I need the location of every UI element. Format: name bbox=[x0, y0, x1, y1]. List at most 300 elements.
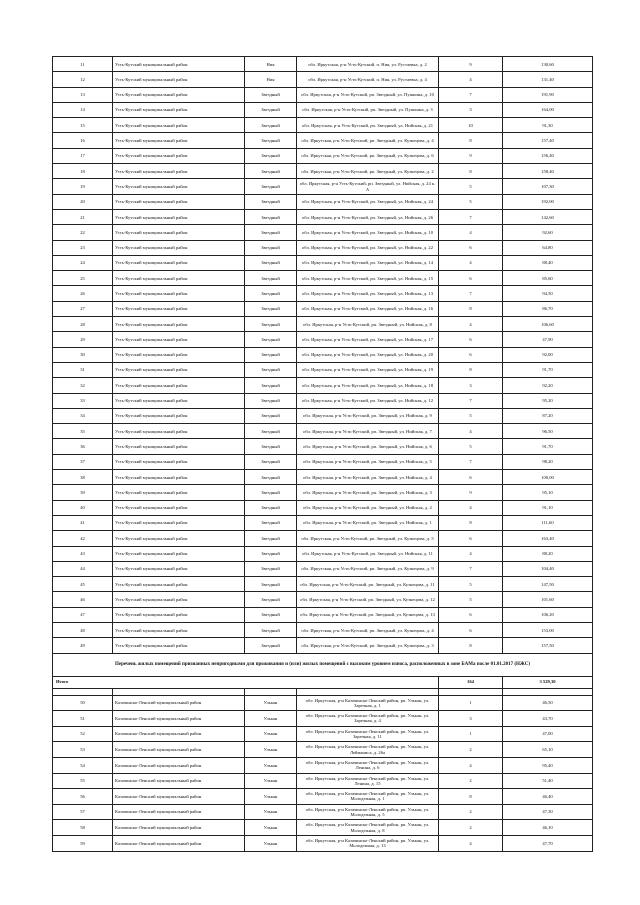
municipality-cell: Усть-Кутский муниципальный район bbox=[113, 255, 245, 270]
municipality-cell: Усть-Кутский муниципальный район bbox=[113, 424, 245, 439]
row-number: 24 bbox=[53, 255, 113, 270]
table-row bbox=[53, 726, 593, 742]
residents-cell: 4 bbox=[439, 835, 503, 851]
area-cell: 111,60 bbox=[503, 515, 593, 530]
table-row bbox=[53, 561, 593, 576]
residents-cell: 3 bbox=[439, 711, 503, 727]
blank-cell bbox=[297, 688, 439, 695]
settlement-cell: Звездный bbox=[245, 393, 297, 408]
area-cell: 65,10 bbox=[503, 742, 593, 758]
settlement-cell: Звездный bbox=[245, 148, 297, 163]
residents-cell: 5 bbox=[439, 592, 503, 607]
municipality-cell: Усть-Кутский муниципальный район bbox=[113, 515, 245, 530]
row-number: 47 bbox=[53, 607, 113, 622]
residents-cell: 3 bbox=[439, 378, 503, 393]
address-cell: обл. Иркутская, р-н Усть-Кутский, рп. Звездный, ул. Нийская, д. 5 bbox=[297, 454, 439, 469]
table-row bbox=[53, 240, 593, 255]
residents-cell: 4 bbox=[439, 546, 503, 561]
table-row bbox=[53, 622, 593, 637]
table-row bbox=[53, 638, 593, 653]
residents-cell: 8 bbox=[439, 301, 503, 316]
table-row bbox=[53, 362, 593, 377]
address-cell: обл. Иркутская, р-н Усть-Кутский, рп. Звездный, ул. Нийская, д. 19 bbox=[297, 362, 439, 377]
row-number: 58 bbox=[53, 820, 113, 836]
table-row bbox=[53, 424, 593, 439]
residents-cell: 7 bbox=[439, 286, 503, 301]
settlement-cell: Улькан bbox=[245, 757, 297, 773]
area-cell: 47,70 bbox=[503, 835, 593, 851]
settlement-cell: Звездный bbox=[245, 347, 297, 362]
address-cell: обл. Иркутская, р-н Усть-Кутский, рп. Звездный, ул. Нийская, д. 12 bbox=[297, 393, 439, 408]
address-cell: обл. Иркутская, р-н Усть-Кутский, рп. Звездный, ул. Нийская, д. 9 bbox=[297, 408, 439, 423]
section-caption: Перечень жилых помещений признанных непригодными для проживания и (или) жилых помещений с высоким уровнем износа, расположенных в зоне БАМа после 01.01.2017 (НЖС) bbox=[53, 653, 593, 676]
residents-cell: 6 bbox=[439, 347, 503, 362]
residents-cell: 9 bbox=[439, 148, 503, 163]
table-row bbox=[53, 485, 593, 500]
settlement-cell: Улькан bbox=[245, 789, 297, 805]
residents-cell: 4 bbox=[439, 72, 503, 87]
area-cell: 104,40 bbox=[503, 561, 593, 576]
settlement-cell: Звездный bbox=[245, 485, 297, 500]
address-cell: обл. Иркутская, р-н Усть-Кутский, рп. Звездный, ул. Нийская, д. 8 bbox=[297, 317, 439, 332]
municipality-cell: Усть-Кутский муниципальный район bbox=[113, 607, 245, 622]
residents-cell: 1 bbox=[439, 726, 503, 742]
area-cell: 158,40 bbox=[503, 164, 593, 179]
settlement-cell: Звездный bbox=[245, 240, 297, 255]
table-row bbox=[53, 347, 593, 362]
address-cell: обл. Иркутская, р-н Казачинско-Ленский район, рп. Улькан, ул. Лейманиса, д. 26а bbox=[297, 742, 439, 758]
address-cell: обл. Иркутская, р-н Усть-Кутский, рп. Звездный, ул. Кузнецова, д. 4 bbox=[297, 133, 439, 148]
municipality-cell: Усть-Кутский муниципальный район bbox=[113, 72, 245, 87]
table-row bbox=[53, 773, 593, 789]
area-cell: 164,00 bbox=[503, 102, 593, 117]
residents-cell: 2 bbox=[439, 820, 503, 836]
settlement-cell: Ния bbox=[245, 57, 297, 72]
residents-cell: 6 bbox=[439, 531, 503, 546]
settlement-cell: Звездный bbox=[245, 133, 297, 148]
area-cell: 43,70 bbox=[503, 711, 593, 727]
row-number: 12 bbox=[53, 72, 113, 87]
area-cell: 106,20 bbox=[503, 607, 593, 622]
address-cell: обл. Иркутская, р-н Усть-Кутский, рп. Звездный, ул. Нийская, д. 11 bbox=[297, 546, 439, 561]
address-cell: обл. Иркутская, р-н Усть-Кутский, рп. Звездный, ул. Кузнецова, д. 3 bbox=[297, 638, 439, 653]
residents-cell: 7 bbox=[439, 209, 503, 224]
area-cell: 47,30 bbox=[503, 804, 593, 820]
table-row bbox=[53, 133, 593, 148]
area-cell: 51,40 bbox=[503, 773, 593, 789]
municipality-cell: Усть-Кутский муниципальный район bbox=[113, 209, 245, 224]
table-row bbox=[53, 607, 593, 622]
municipality-cell: Казачинско-Ленский муниципальный район bbox=[113, 711, 245, 727]
municipality-cell: Усть-Кутский муниципальный район bbox=[113, 454, 245, 469]
address-cell: обл. Иркутская, р-н Усть-Кутский, рп. Звездный, ул. Кузнецова, д. 9 bbox=[297, 561, 439, 576]
table-row bbox=[53, 102, 593, 117]
row-number: 54 bbox=[53, 757, 113, 773]
row-number: 14 bbox=[53, 102, 113, 117]
area-cell: 91,70 bbox=[503, 362, 593, 377]
settlement-cell: Звездный bbox=[245, 546, 297, 561]
area-cell: 47,90 bbox=[503, 332, 593, 347]
municipality-cell: Усть-Кутский муниципальный район bbox=[113, 393, 245, 408]
municipality-cell: Усть-Кутский муниципальный район bbox=[113, 546, 245, 561]
address-cell: обл. Иркутская, р-н Усть-Кутский, рп. Звездный, ул. Нийская, д. 10 bbox=[297, 225, 439, 240]
municipality-cell: Усть-Кутский муниципальный район bbox=[113, 194, 245, 209]
settlement-cell: Улькан bbox=[245, 773, 297, 789]
row-number: 16 bbox=[53, 133, 113, 148]
municipality-cell: Усть-Кутский муниципальный район bbox=[113, 148, 245, 163]
residents-cell: 6 bbox=[439, 332, 503, 347]
address-cell: обл. Иркутская, р-н Усть-Кутский, рп. Звездный, ул. Пушкина, д. 3 bbox=[297, 102, 439, 117]
address-cell: обл. Иркутская, р-н Казачинско-Ленский район, рп. Улькан, ул. Заречная, д. 11 bbox=[297, 726, 439, 742]
residents-cell: 10 bbox=[439, 118, 503, 133]
table-row bbox=[53, 695, 593, 711]
residents-cell: 7 bbox=[439, 561, 503, 576]
address-cell: обл. Иркутская, р-н Усть-Кутский, рп. Звездный, ул. Нийская, д. 15 bbox=[297, 271, 439, 286]
area-cell: 91,10 bbox=[503, 500, 593, 515]
address-cell: обл. Иркутская, р-н Усть-Кутский, рп. Звездный, ул. Нийская, д. 22 bbox=[297, 240, 439, 255]
municipality-cell: Усть-Кутский муниципальный район bbox=[113, 102, 245, 117]
municipality-cell: Усть-Кутский муниципальный район bbox=[113, 301, 245, 316]
residents-cell: 8 bbox=[439, 515, 503, 530]
municipality-cell: Усть-Кутский муниципальный район bbox=[113, 378, 245, 393]
table-row bbox=[53, 531, 593, 546]
residents-cell: 7 bbox=[439, 393, 503, 408]
area-cell: 86,70 bbox=[503, 301, 593, 316]
row-number: 36 bbox=[53, 439, 113, 454]
residents-cell: 6 bbox=[439, 240, 503, 255]
municipality-cell: Усть-Кутский муниципальный район bbox=[113, 577, 245, 592]
area-cell: 91,70 bbox=[503, 439, 593, 454]
municipality-cell: Казачинско-Ленский муниципальный район bbox=[113, 835, 245, 851]
municipality-cell: Казачинско-Ленский муниципальный район bbox=[113, 789, 245, 805]
row-number: 15 bbox=[53, 118, 113, 133]
table-body-section-1 bbox=[53, 57, 593, 654]
table-row bbox=[53, 148, 593, 163]
address-cell: обл. Иркутская, р-н Усть-Кутский, рп. Звездный, ул. Нийская, д. 20 bbox=[297, 347, 439, 362]
residents-cell: 1 bbox=[439, 695, 503, 711]
residents-cell: 6 bbox=[439, 607, 503, 622]
row-number: 29 bbox=[53, 332, 113, 347]
residents-cell: 7 bbox=[439, 454, 503, 469]
residents-cell: 6 bbox=[439, 470, 503, 485]
table-row bbox=[53, 393, 593, 408]
total-residents: 164 bbox=[439, 676, 503, 688]
row-number: 44 bbox=[53, 561, 113, 576]
address-cell: обл. Иркутская, р-н Усть-Кутский, рп. Звездный, ул. Нийская, д. 18 bbox=[297, 378, 439, 393]
address-cell: обл. Иркутская, р-н Усть-Кутский, рп. Звездный, ул. Нийская, д. 2 bbox=[297, 500, 439, 515]
row-number: 32 bbox=[53, 378, 113, 393]
row-number: 51 bbox=[53, 711, 113, 727]
settlement-cell: Звездный bbox=[245, 332, 297, 347]
table-row bbox=[53, 225, 593, 240]
address-cell: обл. Иркутская, р-н Казачинско-Ленский район, рп. Улькан, ул. Молодежная, д. 13 bbox=[297, 835, 439, 851]
housing-table bbox=[52, 56, 593, 852]
municipality-cell: Усть-Кутский муниципальный район bbox=[113, 531, 245, 546]
row-number: 19 bbox=[53, 179, 113, 194]
settlement-cell: Звездный bbox=[245, 439, 297, 454]
residents-cell: 8 bbox=[439, 164, 503, 179]
residents-cell: 2 bbox=[439, 773, 503, 789]
row-number: 31 bbox=[53, 362, 113, 377]
table-row bbox=[53, 271, 593, 286]
table-row bbox=[53, 835, 593, 851]
municipality-cell: Усть-Кутский муниципальный район bbox=[113, 164, 245, 179]
area-cell: 157,50 bbox=[503, 638, 593, 653]
residents-cell: 5 bbox=[439, 179, 503, 194]
table-row bbox=[53, 87, 593, 102]
settlement-cell: Звездный bbox=[245, 225, 297, 240]
area-cell: 46,40 bbox=[503, 789, 593, 805]
address-cell: обл. Иркутская, р-н Усть-Кутский, рп. Звездный, ул. Нийская, д. 24 bbox=[297, 194, 439, 209]
address-cell: обл. Иркутская, р-н Казачинско-Ленский район, рп. Улькан, ул. Ленина, д. 6 bbox=[297, 757, 439, 773]
address-cell: обл. Иркутская, р-н Усть-Кутский, рп. Звездный, ул. Пушкина, д. 10 bbox=[297, 87, 439, 102]
table-row bbox=[53, 804, 593, 820]
address-cell: обл. Иркутская, р-н Усть-Кутский, рп. Звездный, ул. Нийская, д. 3 bbox=[297, 485, 439, 500]
area-cell: 101,60 bbox=[503, 592, 593, 607]
table-row bbox=[53, 500, 593, 515]
settlement-cell: Звездный bbox=[245, 301, 297, 316]
row-number: 53 bbox=[53, 742, 113, 758]
area-cell: 46,10 bbox=[503, 820, 593, 836]
table-row bbox=[53, 332, 593, 347]
row-number: 40 bbox=[53, 500, 113, 515]
row-number: 18 bbox=[53, 164, 113, 179]
settlement-cell: Звездный bbox=[245, 164, 297, 179]
settlement-cell: Звездный bbox=[245, 271, 297, 286]
row-number: 13 bbox=[53, 87, 113, 102]
row-number: 57 bbox=[53, 804, 113, 820]
table-row bbox=[53, 820, 593, 836]
table-row bbox=[53, 301, 593, 316]
total-area: 3 529,30 bbox=[503, 676, 593, 688]
address-cell: обл. Иркутская, р-н Усть-Кутский, рп. Звездный, ул. Нийская, д. 16 bbox=[297, 301, 439, 316]
municipality-cell: Казачинско-Ленский муниципальный район bbox=[113, 820, 245, 836]
residents-cell: 4 bbox=[439, 757, 503, 773]
table-row bbox=[53, 164, 593, 179]
row-number: 11 bbox=[53, 57, 113, 72]
residents-cell: 9 bbox=[439, 485, 503, 500]
settlement-cell: Улькан bbox=[245, 726, 297, 742]
residents-cell: 4 bbox=[439, 500, 503, 515]
address-cell: обл. Иркутская, р-н Усть-Кутский, рп. Звездный, ул. Нийская, д. 14 bbox=[297, 255, 439, 270]
settlement-cell: Улькан bbox=[245, 804, 297, 820]
row-number: 38 bbox=[53, 470, 113, 485]
settlement-cell: Звездный bbox=[245, 209, 297, 224]
settlement-cell: Звездный bbox=[245, 454, 297, 469]
residents-cell: 8 bbox=[439, 133, 503, 148]
table-row bbox=[53, 317, 593, 332]
address-cell: обл. Иркутская, р-н Казачинско-Ленский район, рп. Улькан, ул. Молодежная, д. 1 bbox=[297, 789, 439, 805]
table-row bbox=[53, 118, 593, 133]
blank-cell bbox=[53, 688, 113, 695]
municipality-cell: Усть-Кутский муниципальный район bbox=[113, 500, 245, 515]
row-number: 48 bbox=[53, 622, 113, 637]
blank-cell bbox=[245, 688, 297, 695]
settlement-cell: Улькан bbox=[245, 711, 297, 727]
residents-cell: 5 bbox=[439, 408, 503, 423]
row-number: 34 bbox=[53, 408, 113, 423]
municipality-cell: Усть-Кутский муниципальный район bbox=[113, 362, 245, 377]
settlement-cell: Звездный bbox=[245, 408, 297, 423]
municipality-cell: Казачинско-Ленский муниципальный район bbox=[113, 726, 245, 742]
residents-cell: 6 bbox=[439, 622, 503, 637]
area-cell: 85,60 bbox=[503, 271, 593, 286]
residents-cell: 5 bbox=[439, 439, 503, 454]
residents-cell: 5 bbox=[439, 194, 503, 209]
address-cell: обл. Иркутская, р-н Усть-Кутский, рп. Звездный, ул. Нийская, д. 7 bbox=[297, 424, 439, 439]
residents-cell: 8 bbox=[439, 789, 503, 805]
settlement-cell: Звездный bbox=[245, 577, 297, 592]
residents-cell: 5 bbox=[439, 577, 503, 592]
municipality-cell: Казачинско-Ленский муниципальный район bbox=[113, 773, 245, 789]
settlement-cell: Звездный bbox=[245, 286, 297, 301]
row-number: 41 bbox=[53, 515, 113, 530]
address-cell: обл. Иркутская, р-н Усть-Кутский, рп. Звездный, ул. Нийская, д. 24 к. А bbox=[297, 179, 439, 194]
settlement-cell: Звездный bbox=[245, 102, 297, 117]
table-row bbox=[53, 577, 593, 592]
address-cell: обл. Иркутская, р-н Усть-Кутский, п. Ния, ул. Рустаевка, д. 4 bbox=[297, 72, 439, 87]
row-number: 42 bbox=[53, 531, 113, 546]
municipality-cell: Усть-Кутский муниципальный район bbox=[113, 622, 245, 637]
municipality-cell: Усть-Кутский муниципальный район bbox=[113, 87, 245, 102]
address-cell: обл. Иркутская, р-н Усть-Кутский, рп. Звездный, ул. Нийская, д. 6 bbox=[297, 439, 439, 454]
municipality-cell: Казачинско-Ленский муниципальный район bbox=[113, 804, 245, 820]
address-cell: обл. Иркутская, р-н Усть-Кутский, рп. Звездный, ул. Кузнецова, д. 2 bbox=[297, 164, 439, 179]
area-cell: 92,20 bbox=[503, 378, 593, 393]
settlement-cell: Звездный bbox=[245, 424, 297, 439]
table-row bbox=[53, 742, 593, 758]
table-row bbox=[53, 408, 593, 423]
row-number: 30 bbox=[53, 347, 113, 362]
settlement-cell: Звездный bbox=[245, 255, 297, 270]
settlement-cell: Улькан bbox=[245, 695, 297, 711]
residents-cell: 7 bbox=[439, 87, 503, 102]
row-number: 59 bbox=[53, 835, 113, 851]
residents-cell: 4 bbox=[439, 424, 503, 439]
row-number: 35 bbox=[53, 424, 113, 439]
row-number: 56 bbox=[53, 789, 113, 805]
municipality-cell: Усть-Кутский муниципальный район bbox=[113, 470, 245, 485]
municipality-cell: Усть-Кутский муниципальный район bbox=[113, 271, 245, 286]
settlement-cell: Звездный bbox=[245, 500, 297, 515]
municipality-cell: Казачинско-Ленский муниципальный район bbox=[113, 742, 245, 758]
residents-cell: 8 bbox=[439, 638, 503, 653]
residents-cell: 3 bbox=[439, 102, 503, 117]
table-row bbox=[53, 57, 593, 72]
settlement-cell: Звездный bbox=[245, 470, 297, 485]
area-cell: 163,40 bbox=[503, 531, 593, 546]
municipality-cell: Усть-Кутский муниципальный район bbox=[113, 347, 245, 362]
table-row bbox=[53, 711, 593, 727]
municipality-cell: Усть-Кутский муниципальный район bbox=[113, 485, 245, 500]
area-cell: 98,20 bbox=[503, 454, 593, 469]
address-cell: обл. Иркутская, р-н Усть-Кутский, рп. Звездный, ул. Нийская, д. 1 bbox=[297, 515, 439, 530]
area-cell: 88,40 bbox=[503, 255, 593, 270]
table-row bbox=[53, 194, 593, 209]
row-number: 17 bbox=[53, 148, 113, 163]
area-cell: 192,00 bbox=[503, 194, 593, 209]
table-row bbox=[53, 255, 593, 270]
blank-cell bbox=[439, 688, 503, 695]
settlement-cell: Улькан bbox=[245, 742, 297, 758]
area-cell: 191,90 bbox=[503, 87, 593, 102]
residents-cell: 4 bbox=[439, 225, 503, 240]
settlement-cell: Звездный bbox=[245, 638, 297, 653]
address-cell: обл. Иркутская, р-н Казачинско-Ленский район, рп. Улькан, ул. Ленина, д. 15 bbox=[297, 773, 439, 789]
area-cell: 95,20 bbox=[503, 393, 593, 408]
settlement-cell: Звездный bbox=[245, 317, 297, 332]
area-cell: 47,00 bbox=[503, 726, 593, 742]
row-number: 39 bbox=[53, 485, 113, 500]
area-cell: 107,30 bbox=[503, 179, 593, 194]
municipality-cell: Усть-Кутский муниципальный район bbox=[113, 225, 245, 240]
row-number: 37 bbox=[53, 454, 113, 469]
settlement-cell: Звездный bbox=[245, 194, 297, 209]
table-row bbox=[53, 546, 593, 561]
area-cell: 94,50 bbox=[503, 286, 593, 301]
address-cell: обл. Иркутская, р-н Усть-Кутский, рп. Звездный, ул. Кузнецова, д. 5 bbox=[297, 531, 439, 546]
settlement-cell: Звездный bbox=[245, 561, 297, 576]
municipality-cell: Усть-Кутский муниципальный район bbox=[113, 317, 245, 332]
municipality-cell: Усть-Кутский муниципальный район bbox=[113, 286, 245, 301]
area-cell: 64,80 bbox=[503, 240, 593, 255]
address-cell: обл. Иркутская, р-н Усть-Кутский, рп. Звездный, ул. Нийская, д. 4 bbox=[297, 470, 439, 485]
row-number: 33 bbox=[53, 393, 113, 408]
residents-cell: 4 bbox=[439, 317, 503, 332]
municipality-cell: Усть-Кутский муниципальный район bbox=[113, 638, 245, 653]
table-row bbox=[53, 515, 593, 530]
settlement-cell: Звездный bbox=[245, 362, 297, 377]
row-number: 26 bbox=[53, 286, 113, 301]
area-cell: 46,50 bbox=[503, 695, 593, 711]
settlement-cell: Улькан bbox=[245, 835, 297, 851]
address-cell: обл. Иркутская, р-н Казачинско-Ленский район, рп. Улькан, ул. Молодежная, д. 5 bbox=[297, 804, 439, 820]
row-number: 22 bbox=[53, 225, 113, 240]
area-cell: 106,60 bbox=[503, 317, 593, 332]
area-cell: 88,20 bbox=[503, 546, 593, 561]
row-number: 49 bbox=[53, 638, 113, 653]
blank-cell bbox=[503, 688, 593, 695]
settlement-cell: Звездный bbox=[245, 622, 297, 637]
address-cell: обл. Иркутская, р-н Усть-Кутский, рп. Звездный, ул. Кузнецова, д. 12 bbox=[297, 592, 439, 607]
blank-cell bbox=[113, 688, 245, 695]
municipality-cell: Усть-Кутский муниципальный район bbox=[113, 408, 245, 423]
municipality-cell: Усть-Кутский муниципальный район bbox=[113, 133, 245, 148]
municipality-cell: Усть-Кутский муниципальный район bbox=[113, 118, 245, 133]
area-cell: 130,60 bbox=[503, 57, 593, 72]
settlement-cell: Звездный bbox=[245, 515, 297, 530]
area-cell: 92,00 bbox=[503, 347, 593, 362]
settlement-cell: Улькан bbox=[245, 820, 297, 836]
address-cell: обл. Иркутская, р-н Усть-Кутский, рп. Звездный, ул. Нийская, д. 13 bbox=[297, 286, 439, 301]
table-row bbox=[53, 439, 593, 454]
area-cell: 100,00 bbox=[503, 470, 593, 485]
residents-cell: 8 bbox=[439, 362, 503, 377]
address-cell: обл. Иркутская, р-н Усть-Кутский, рп. Звездный, ул. Кузнецова, д. 11 bbox=[297, 577, 439, 592]
row-number: 28 bbox=[53, 317, 113, 332]
table-row bbox=[53, 454, 593, 469]
area-cell: 131,40 bbox=[503, 72, 593, 87]
residents-cell: 6 bbox=[439, 271, 503, 286]
table-caption-section bbox=[53, 653, 593, 695]
area-cell: 96,50 bbox=[503, 424, 593, 439]
address-cell: обл. Иркутская, р-н Усть-Кутский, рп. Звездный, ул. Нийская, д. 26 bbox=[297, 209, 439, 224]
municipality-cell: Усть-Кутский муниципальный район bbox=[113, 439, 245, 454]
row-number: 46 bbox=[53, 592, 113, 607]
settlement-cell: Звездный bbox=[245, 87, 297, 102]
table-row bbox=[53, 179, 593, 194]
area-cell: 142,60 bbox=[503, 209, 593, 224]
